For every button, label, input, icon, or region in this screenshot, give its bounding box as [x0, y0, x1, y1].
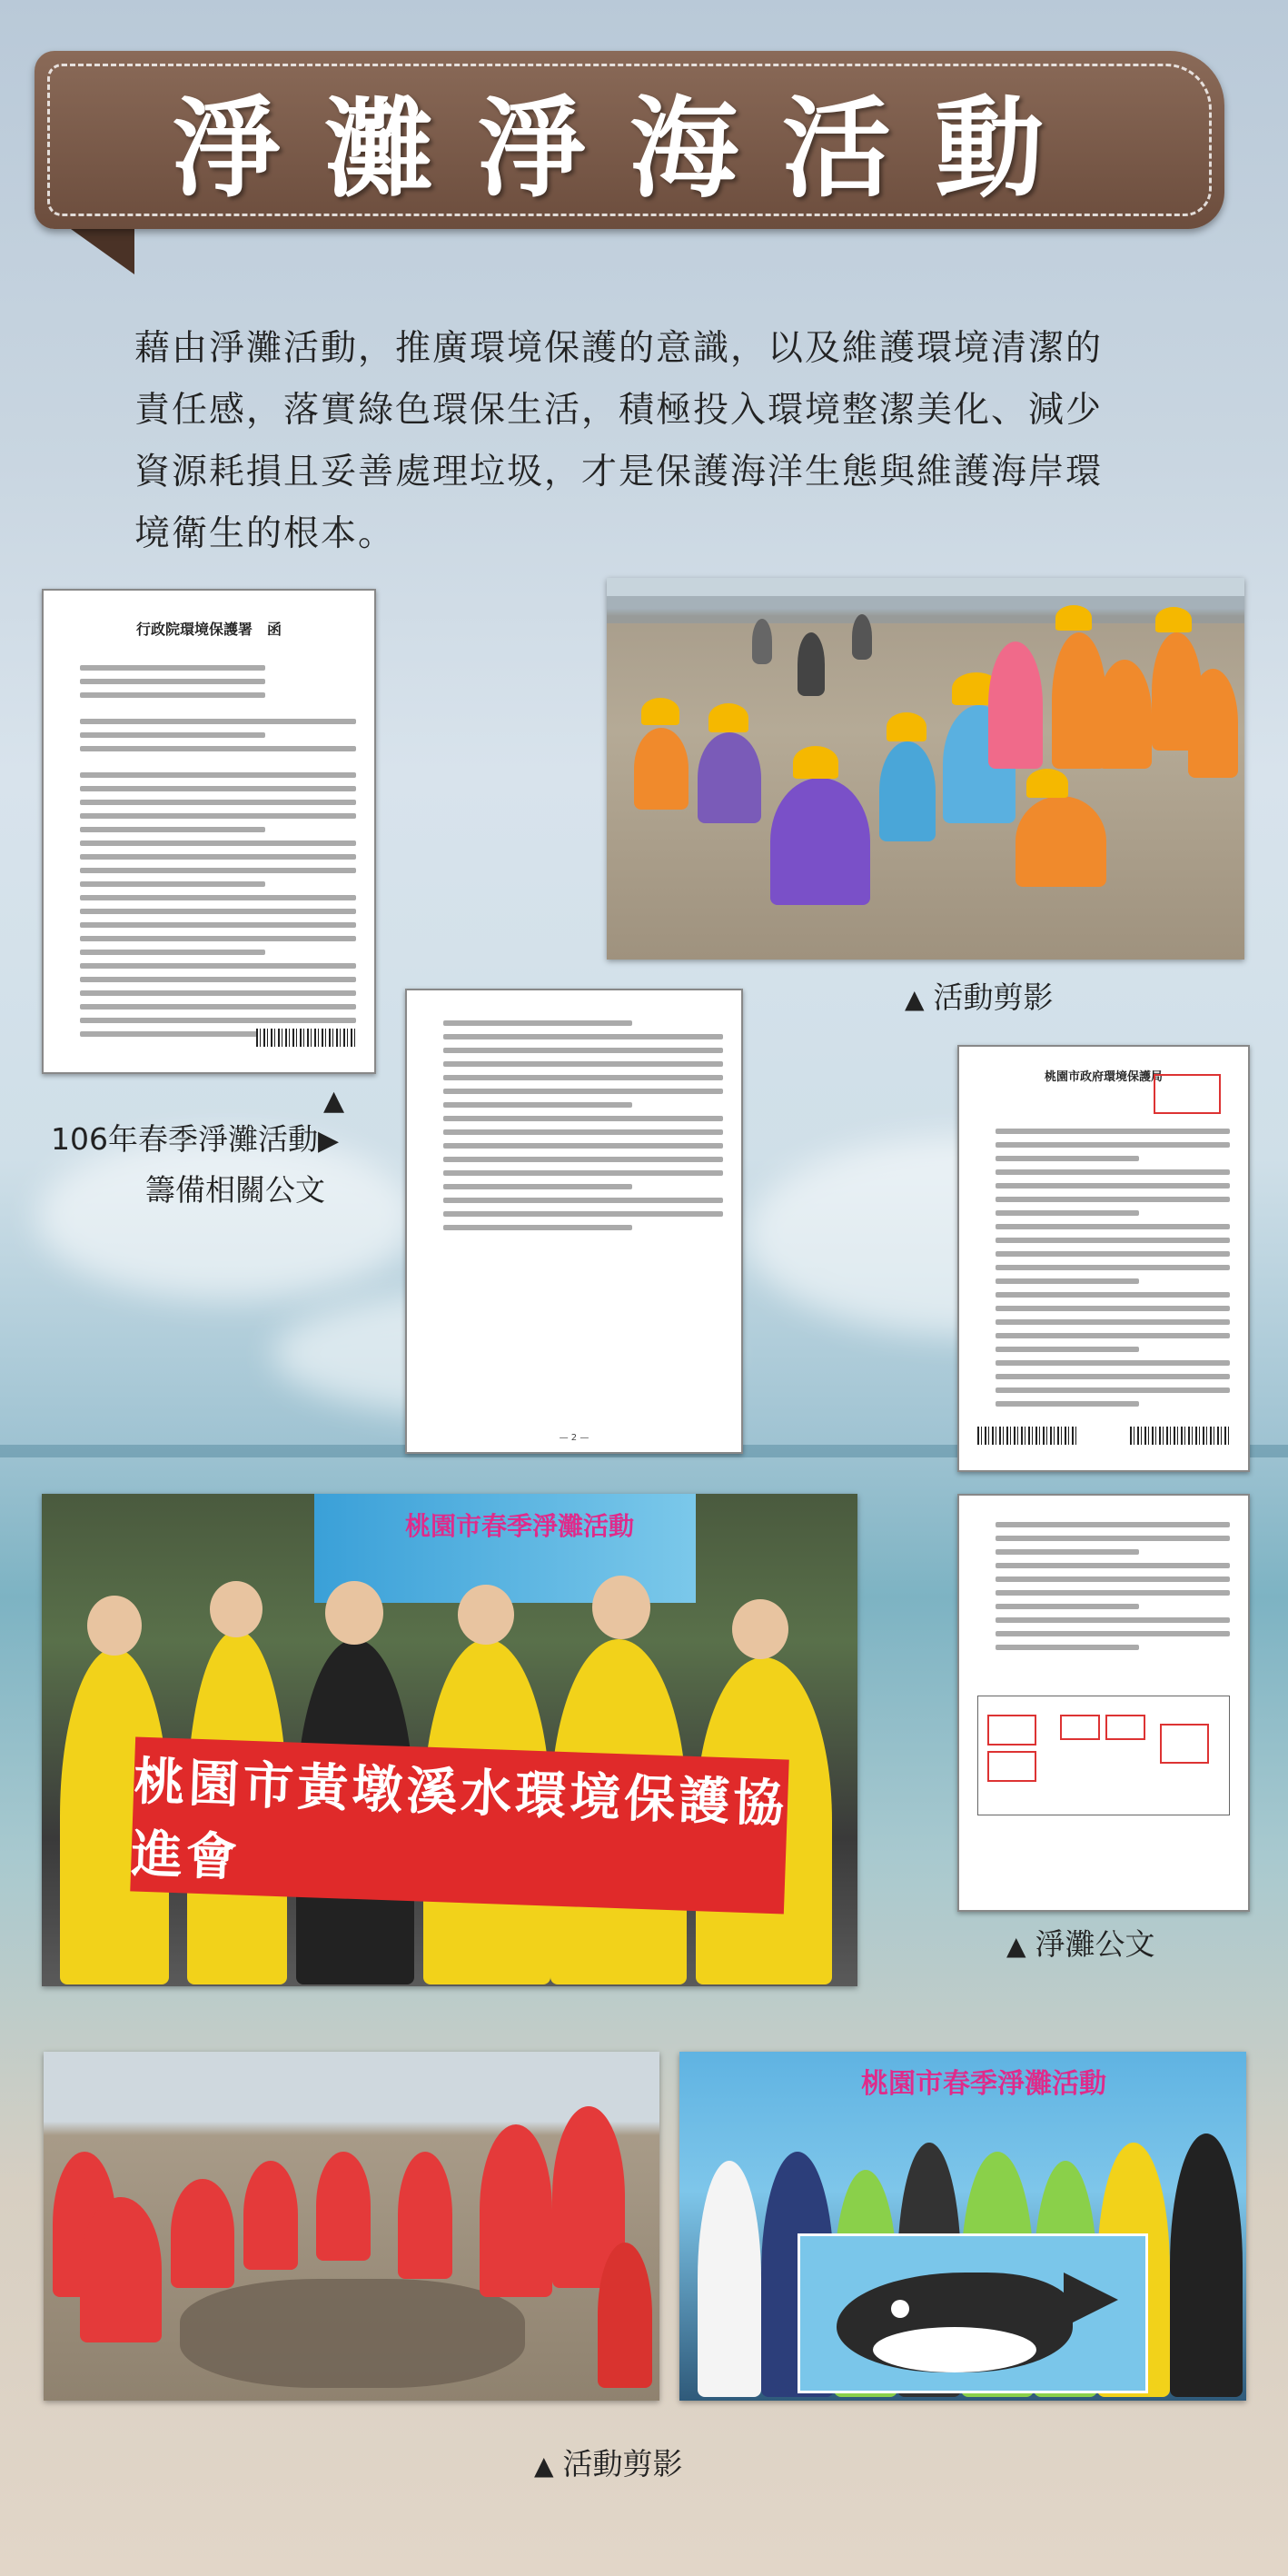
reply-document [957, 1045, 1250, 1472]
approval-table [977, 1696, 1230, 1815]
caption-text: 淨灘公文 [1035, 1926, 1155, 1962]
caption-activity-bottom [534, 2441, 683, 2483]
beach-cleanup-document [957, 1494, 1250, 1912]
title-banner [35, 51, 1234, 233]
barcode [256, 1029, 356, 1047]
group-photo-whale [679, 2052, 1246, 2401]
page-number: — 2 — [559, 1433, 590, 1443]
caption-beach-docs [1006, 1921, 1155, 1964]
whale-illustration [837, 2273, 1073, 2372]
activity-photo-net-pulling [44, 2052, 659, 2401]
triangle-up-icon: ▲ [323, 1085, 345, 1117]
intro-line: 藉由淨灘活動，推廣環境保護的意識，以及維護環境清潔的 [134, 328, 1104, 369]
epa-document [42, 589, 376, 1074]
event-sign-text: 桃園市春季淨灘活動 [405, 1511, 635, 1541]
caption-text: 106年春季淨灘活動 [51, 1121, 318, 1157]
event-sign-text: 桃園市春季淨灘活動 [861, 2068, 1106, 2100]
triangle-right-icon: ▶ [318, 1125, 340, 1157]
caption-text: 籌備相關公文 [145, 1172, 325, 1208]
page-title: 淨灘淨海活動 [172, 86, 1087, 213]
seal-stamp [1154, 1074, 1221, 1114]
whale-board [798, 2233, 1148, 2393]
document-continuation [405, 989, 743, 1454]
red-banner [130, 1736, 788, 1914]
fishing-net [180, 2279, 525, 2388]
barcode [977, 1427, 1077, 1445]
triangle-icon: ▲ [534, 2451, 554, 2481]
doc-title: 桃園市政府環境保護局 [1044, 1070, 1163, 1084]
cloud [36, 1136, 418, 1299]
intro-paragraph [134, 318, 1215, 565]
triangle-icon: ▲ [905, 984, 925, 1014]
banner-tail [71, 229, 134, 274]
caption-docs-line1 [51, 1116, 339, 1159]
doc-title: 行政院環境保護署 函 [135, 621, 282, 638]
caption-text: 活動剪影 [562, 2446, 683, 2482]
intro-line: 責任感，落實綠色環保生活，積極投入環境整潔美化、減少 [134, 390, 1104, 431]
intro-line: 資源耗損且妥善處理垃圾，才是保護海洋生態與維護海岸環 [134, 452, 1104, 492]
group-photo-banner [42, 1494, 857, 1986]
caption-docs-line2 [145, 1167, 325, 1209]
activity-photo-beach-cleanup [607, 578, 1244, 960]
caption-activity-top [905, 974, 1054, 1017]
caption-text: 活動剪影 [933, 980, 1054, 1015]
red-banner-text: 桃園市黃墩溪水環境保護協進會 [130, 1752, 789, 1888]
barcode [1130, 1427, 1230, 1445]
intro-line: 境衛生的根本。 [134, 513, 396, 554]
triangle-icon: ▲ [1006, 1931, 1026, 1961]
